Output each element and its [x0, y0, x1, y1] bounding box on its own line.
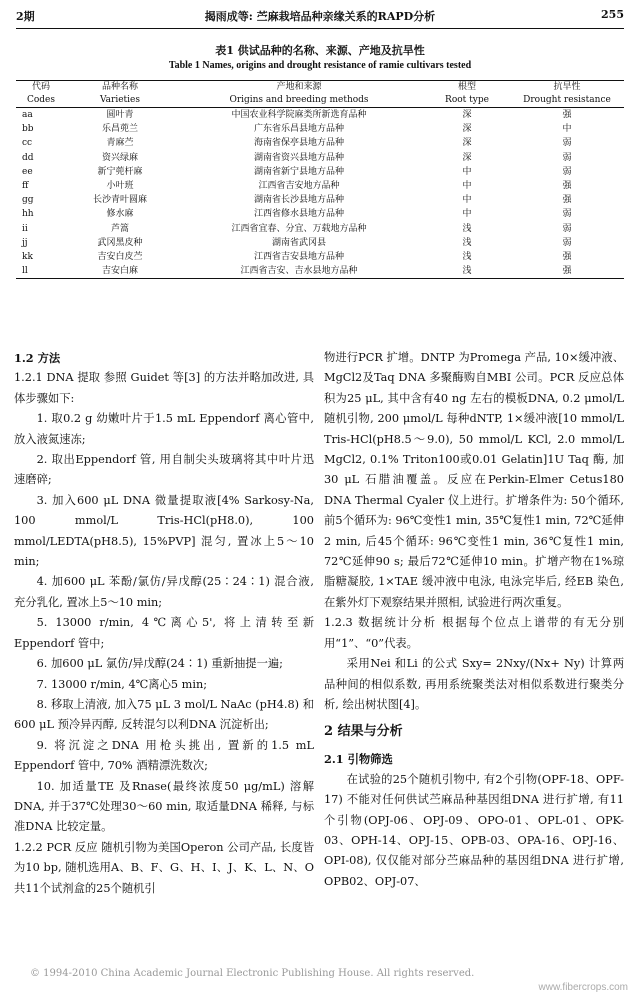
page-number: 255 — [601, 8, 624, 21]
table-row — [16, 179, 624, 193]
table-header-en — [16, 94, 624, 108]
watermark: www.fibercrops.com — [538, 982, 628, 993]
cell-variety: 青麻苎 — [106, 138, 134, 149]
cell-drought: 弱 — [562, 237, 572, 248]
th-root: 根型 — [424, 81, 510, 95]
table-row — [16, 222, 624, 236]
cell-root: 中 — [462, 166, 472, 177]
cell-drought: 强 — [562, 252, 572, 263]
cell-origin: 江西省修水县地方品种 — [253, 209, 344, 220]
section-heading: 1.2 方法 — [14, 351, 61, 365]
cell-drought: 弱 — [562, 223, 572, 234]
table-row — [16, 122, 624, 136]
right-column — [324, 348, 624, 892]
table-row — [16, 193, 624, 207]
table-caption-zh: 表1 供试品种的名称、来源、产地及抗旱性 — [215, 44, 425, 57]
cell-origin: 湖南省长沙县地方品种 — [253, 195, 344, 206]
th-code: 代码 — [16, 81, 66, 95]
cell-variety: 吉安白皮苎 — [97, 252, 143, 263]
paragraph: 3. 加入600 μL DNA 微量提取液[4% Sarkosy-Na, 100 mmol/L Tris-HCl(pH8.0), 100 mmol/LEDTA(pH8.5), 15%PVP] 混匀, 置冰上5～10 min; — [14, 493, 314, 569]
section-heading: 2 结果与分析 — [324, 724, 403, 740]
cell-origin: 中国农业科学院麻类所新选育品种 — [231, 110, 367, 120]
cell-variety: 长沙青叶圆麻 — [92, 195, 147, 206]
paragraph: 物进行PCR 扩增。DNTP 为Promega 产品, 10×缓冲液、MgCl2及Taq DNA 多聚酶购自MBI 公司。PCR 反应总体积为25 μL, 其中含有40 ng 左右的模板DNA, 0.2 μmol/L 随机引物, 200 μmol/L 每种dNTP, 1×缓冲液[10 mmol/L Tris-HCl(pH8.5～9.0), 50 mmol/L KCl, 2.0 mmol/L MgCl2, 0.1% Triton100或0.01 Gelatin]1U Taq 酶, 加30 μL 石腊油覆盖。反应在Perkin-Elmer Cetus180 DNA Thermal Cyaler 仪上进行。扩增条件为: 50个循环, 前5个循环为: 96℃变性1 min, 35℃复性1 min, 72℃延伸2 min, 后45个循环: 96℃变性1 min, 36℃复性1 min, 72℃延伸90 s; 最后72℃延伸10 min。扩增产物在1%琼脂糖凝胶, 1×TAE 缓冲液中电泳, 电泳完毕后, 经EB 染色, 在紫外灯下观察结果并照相, 试验进行两次重复。 — [324, 351, 624, 609]
table-row — [16, 151, 624, 165]
table-row — [16, 250, 624, 264]
th-variety: 品种名称 — [66, 81, 174, 95]
table-body — [16, 108, 624, 279]
cell-code: dd — [22, 152, 34, 163]
cell-code: hh — [22, 209, 34, 220]
cell-code: kk — [22, 252, 33, 263]
cell-drought: 强 — [510, 264, 624, 279]
cell-code: ii — [22, 223, 28, 234]
table-row — [16, 136, 624, 150]
paragraph: 1.2.1 DNA 提取 参照 Guidet 等[3] 的方法并略加改进, 具体步骤如下: — [14, 371, 314, 405]
cell-code: ff — [22, 181, 29, 192]
cell-origin: 湖南省新宁县地方品种 — [253, 166, 344, 177]
cell-root: 浅 — [462, 223, 472, 234]
cell-variety: 资兴绿麻 — [101, 152, 138, 163]
cell-drought: 弱 — [562, 152, 572, 163]
table-row — [16, 207, 624, 221]
paragraph: 1.2.3 数据统计分析 根据每个位点上谱带的有无分别用“1”、“0”代表。 — [324, 616, 624, 650]
table-row — [16, 108, 624, 123]
cell-variety: 乐昌蔸兰 — [101, 124, 138, 135]
table-row — [16, 165, 624, 179]
cell-variety: 修水麻 — [106, 209, 134, 220]
header-rule — [16, 28, 624, 29]
table-row — [16, 236, 624, 250]
paragraph: 2. 取出Eppendorf 管, 用自制尖头玻璃将其中叶片迅速磨碎; — [14, 453, 314, 487]
cell-root: 深 — [462, 152, 472, 163]
paragraph: 6. 加600 μL 氯仿/异戊醇(24∶1) 重新抽提一遍; — [36, 657, 283, 671]
cell-variety: 吉安白麻 — [66, 264, 174, 279]
th-code-en: Codes — [16, 94, 66, 108]
th-origin: 产地和来源 — [174, 81, 424, 95]
table-row — [16, 264, 624, 279]
cell-origin: 江西省吉安地方品种 — [258, 181, 340, 192]
cell-code: jj — [22, 237, 28, 248]
cell-variety: 新宁蔸杆麻 — [97, 166, 143, 177]
th-variety-en: Varieties — [66, 94, 174, 108]
running-header — [16, 8, 624, 26]
cell-code: cc — [22, 138, 33, 149]
th-drought-en: Drought resistance — [510, 94, 624, 108]
paragraph: 在试验的25个随机引物中, 有2个引物(OPF-18、OPF-17) 不能对任何供试苎麻品种基因组DNA 进行扩增, 有11个引物(OPJ-06、OPJ-09、OPO-01、OPL-01、OPK-03、OPH-14、OPJ-15、OPB-03、OPA-16、OPJ-16、OPI-08), 仅仅能对部分苎麻品种的基因组DNA 进行扩增, OPB02、OPJ-07、 — [324, 772, 624, 888]
cell-root: 中 — [462, 209, 472, 220]
issue-number: 2期 — [16, 10, 35, 23]
cell-code: bb — [22, 124, 34, 135]
cell-root: 浅 — [424, 264, 510, 279]
running-title: 揭雨成等: 苎麻栽培品种亲缘关系的RAPD分析 — [204, 10, 436, 23]
cell-code: gg — [22, 195, 34, 206]
cell-origin: 广东省乐昌县地方品种 — [253, 124, 344, 135]
cell-root: 深 — [462, 138, 472, 149]
cell-origin: 海南省保亭县地方品种 — [253, 138, 344, 149]
cell-variety: 圆叶青 — [106, 110, 134, 120]
table-header-zh — [16, 81, 624, 95]
cell-drought: 弱 — [562, 209, 572, 220]
cell-origin: 湖南省资兴县地方品种 — [253, 152, 344, 163]
cell-variety: 芦篙 — [110, 223, 129, 234]
cell-drought: 弱 — [562, 138, 572, 149]
paragraph: 8. 移取上清液, 加入75 μL 3 mol/L NaAc (pH4.8) 和600 μL 预冷异丙醇, 反转混匀以利DNA 沉淀析出; — [14, 697, 314, 732]
table-caption-en: Table 1 Names, origins and drought resistance of ramie cultivars tested — [168, 60, 472, 71]
cell-root: 中 — [462, 181, 472, 192]
cell-root: 浅 — [462, 252, 472, 263]
cell-root: 深 — [462, 124, 472, 135]
cultivar-table — [16, 80, 624, 279]
cell-origin: 江西省吉安、吉水县地方品种 — [174, 264, 424, 279]
cell-code: ee — [22, 166, 33, 177]
section-heading: 2.1 引物筛选 — [324, 752, 393, 767]
cell-drought: 弱 — [562, 166, 572, 177]
paragraph: 5. 13000 r/min, 4℃离心5', 将上清转至新Eppendorf 管中; — [14, 616, 314, 650]
cell-code: aa — [22, 110, 33, 120]
th-origin-en: Origins and breeding methods — [174, 94, 424, 108]
paragraph: 10. 加适量TE 及Rnase(最终浓度50 μg/mL) 溶解DNA, 并于37℃处理30～60 min, 取适量DNA 稀释, 与标准DNA 比较定量。 — [14, 779, 314, 834]
paragraph: 1.2.2 PCR 反应 随机引物为美国Operon 公司产品, 长度皆为10 bp, 随机选用A、B、F、G、H、I、J、K、L、N、O 共11个试剂盒的25个随机引 — [14, 840, 314, 895]
cell-drought: 强 — [562, 195, 572, 206]
left-column — [14, 348, 314, 899]
th-drought: 抗旱性 — [510, 81, 624, 95]
copyright-footer: © 1994-2010 China Academic Journal Electronic Publishing House. All rights reserved. — [30, 968, 475, 979]
cell-code: ll — [16, 264, 66, 279]
cell-drought: 强 — [562, 181, 572, 192]
cell-origin: 江西省吉安县地方品种 — [253, 252, 344, 263]
paragraph: 1. 取0.2 g 幼嫩叶片于1.5 mL Eppendorf 离心管中, 放入液氮速冻; — [14, 412, 314, 446]
paragraph: 7. 13000 r/min, 4℃离心5 min; — [36, 677, 208, 691]
cell-variety: 小叶班 — [106, 181, 134, 192]
cell-variety: 武冈黑皮种 — [97, 237, 143, 248]
th-root-en: Root type — [424, 94, 510, 108]
cell-drought: 强 — [562, 110, 572, 120]
cell-root: 中 — [462, 195, 472, 206]
paragraph: 9. 将沉淀之DNA 用枪头挑出, 置新的1.5 mL Eppendorf 管中, 70% 酒精漂洗数次; — [14, 738, 314, 773]
cell-root: 浅 — [462, 237, 472, 248]
cell-origin: 湖南省武冈县 — [271, 237, 326, 248]
paragraph: 采用Nei 和Li 的公式 Sxy= 2Nxy/(Nx+ Ny) 计算两品种间的相似系数, 再用系统聚类法对相似系数进行聚类分析, 绘出树状图[4]。 — [324, 657, 624, 711]
cell-root: 深 — [462, 110, 472, 120]
cell-drought: 中 — [562, 124, 572, 135]
cell-origin: 江西省宜春、分宜、万载地方品种 — [231, 223, 367, 234]
paragraph: 4. 加600 μL 苯酚/氯仿/异戊醇(25∶24∶1) 混合液, 充分乳化, 置冰上5～10 min; — [14, 575, 314, 609]
